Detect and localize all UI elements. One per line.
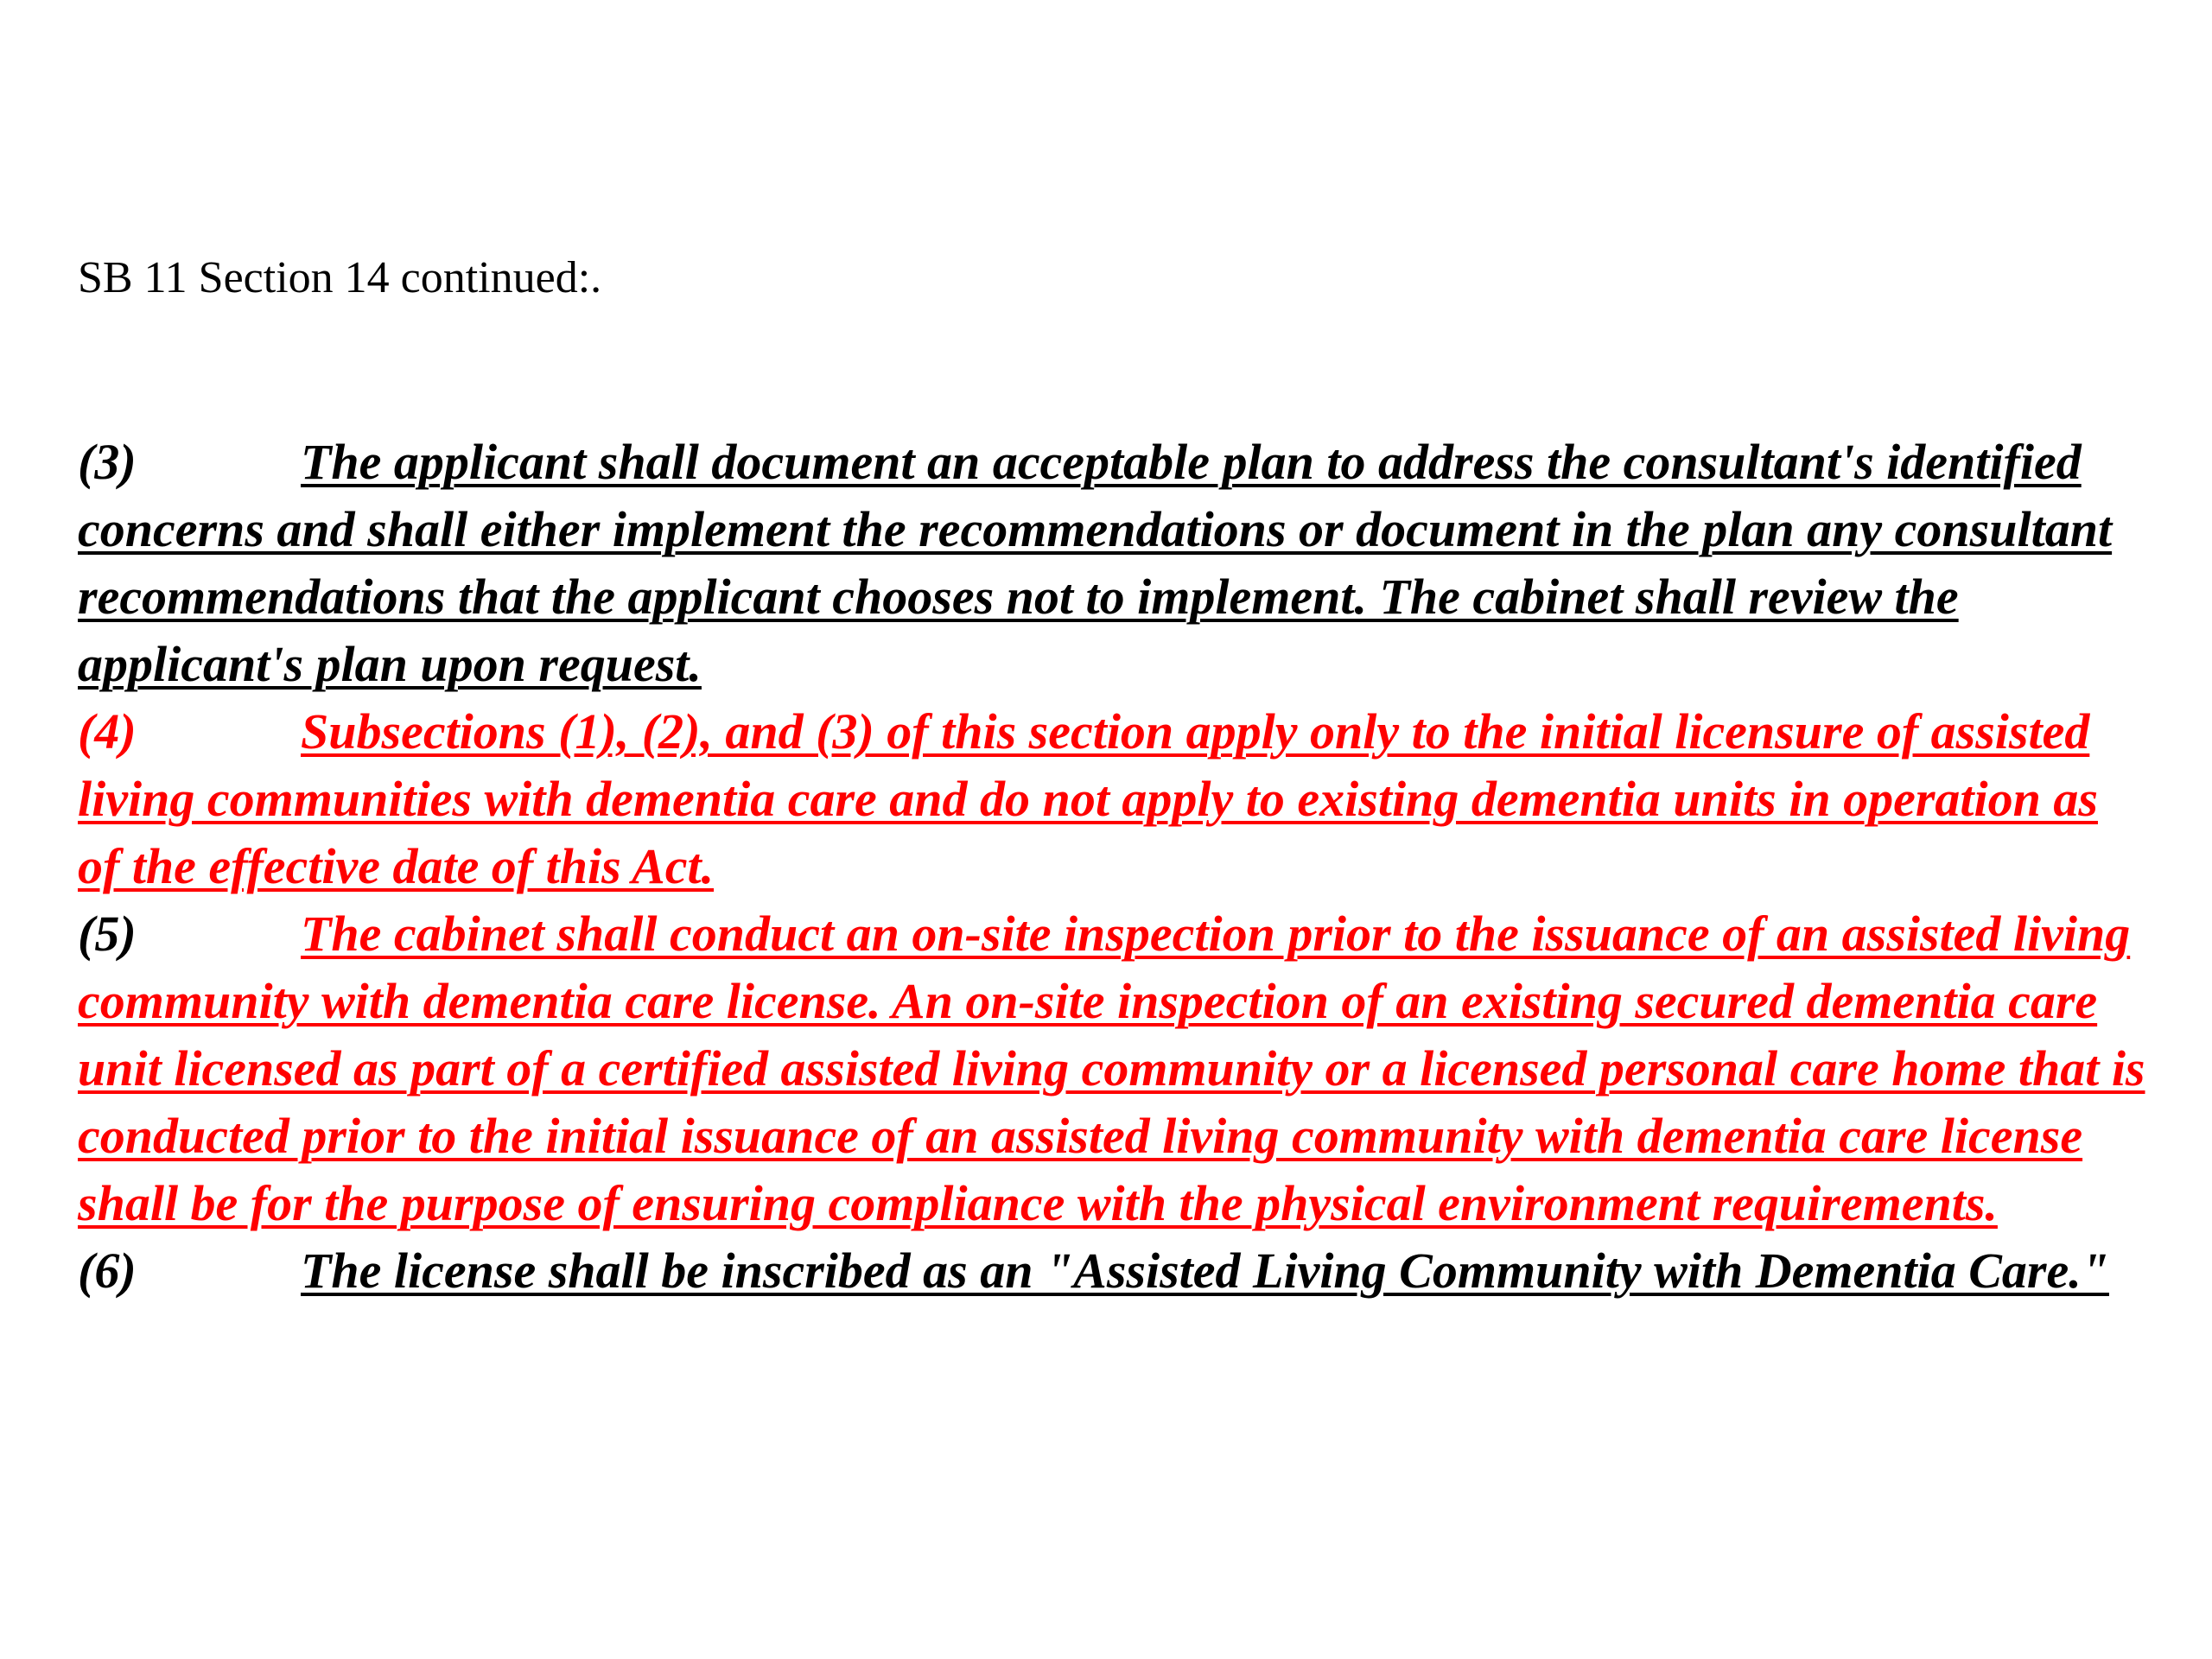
paragraph-3-text: The applicant shall document an acceptable plan to address the consultant's identified concerns and shall either implement the recommendations or document in the plan any consultant recommendations that the applicant chooses not to implement. The cabinet shall review the applicant's plan upon request. — [78, 434, 2113, 692]
paragraph-5 — [78, 900, 2152, 1237]
paragraph-3-number: (3) — [78, 434, 137, 490]
paragraph-5-text: The cabinet shall conduct an on-site inspection prior to the issuance of an assisted living community with dementia care license. An on-site inspection of an existing secured dementia care unit licensed as part of a certified assisted living community or a licensed personal care home that is conducted prior to the initial issuance of an assisted living community with dementia care license shall be for the purpose of ensuring compliance with the physical environment requirements. — [78, 906, 2145, 1231]
section-heading: SB 11 Section 14 continued:. — [78, 253, 602, 302]
paragraph-6-text: The license shall be inscribed as an "Assisted Living Community with Dementia Care." — [301, 1243, 2109, 1299]
paragraph-4-number: (4) — [78, 703, 137, 760]
paragraph-4-text: Subsections (1), (2), and (3) of this section apply only to the initial licensure of assisted living communities with dementia care and do not apply to existing dementia units in operation as of the effective date of this Act. — [78, 703, 2098, 894]
paragraph-6 — [78, 1237, 2152, 1305]
paragraph-3 — [78, 429, 2152, 698]
paragraph-5-number: (5) — [78, 906, 137, 962]
paragraph-6-number: (6) — [78, 1243, 137, 1299]
paragraph-4 — [78, 698, 2152, 900]
section-body — [78, 429, 2152, 1305]
